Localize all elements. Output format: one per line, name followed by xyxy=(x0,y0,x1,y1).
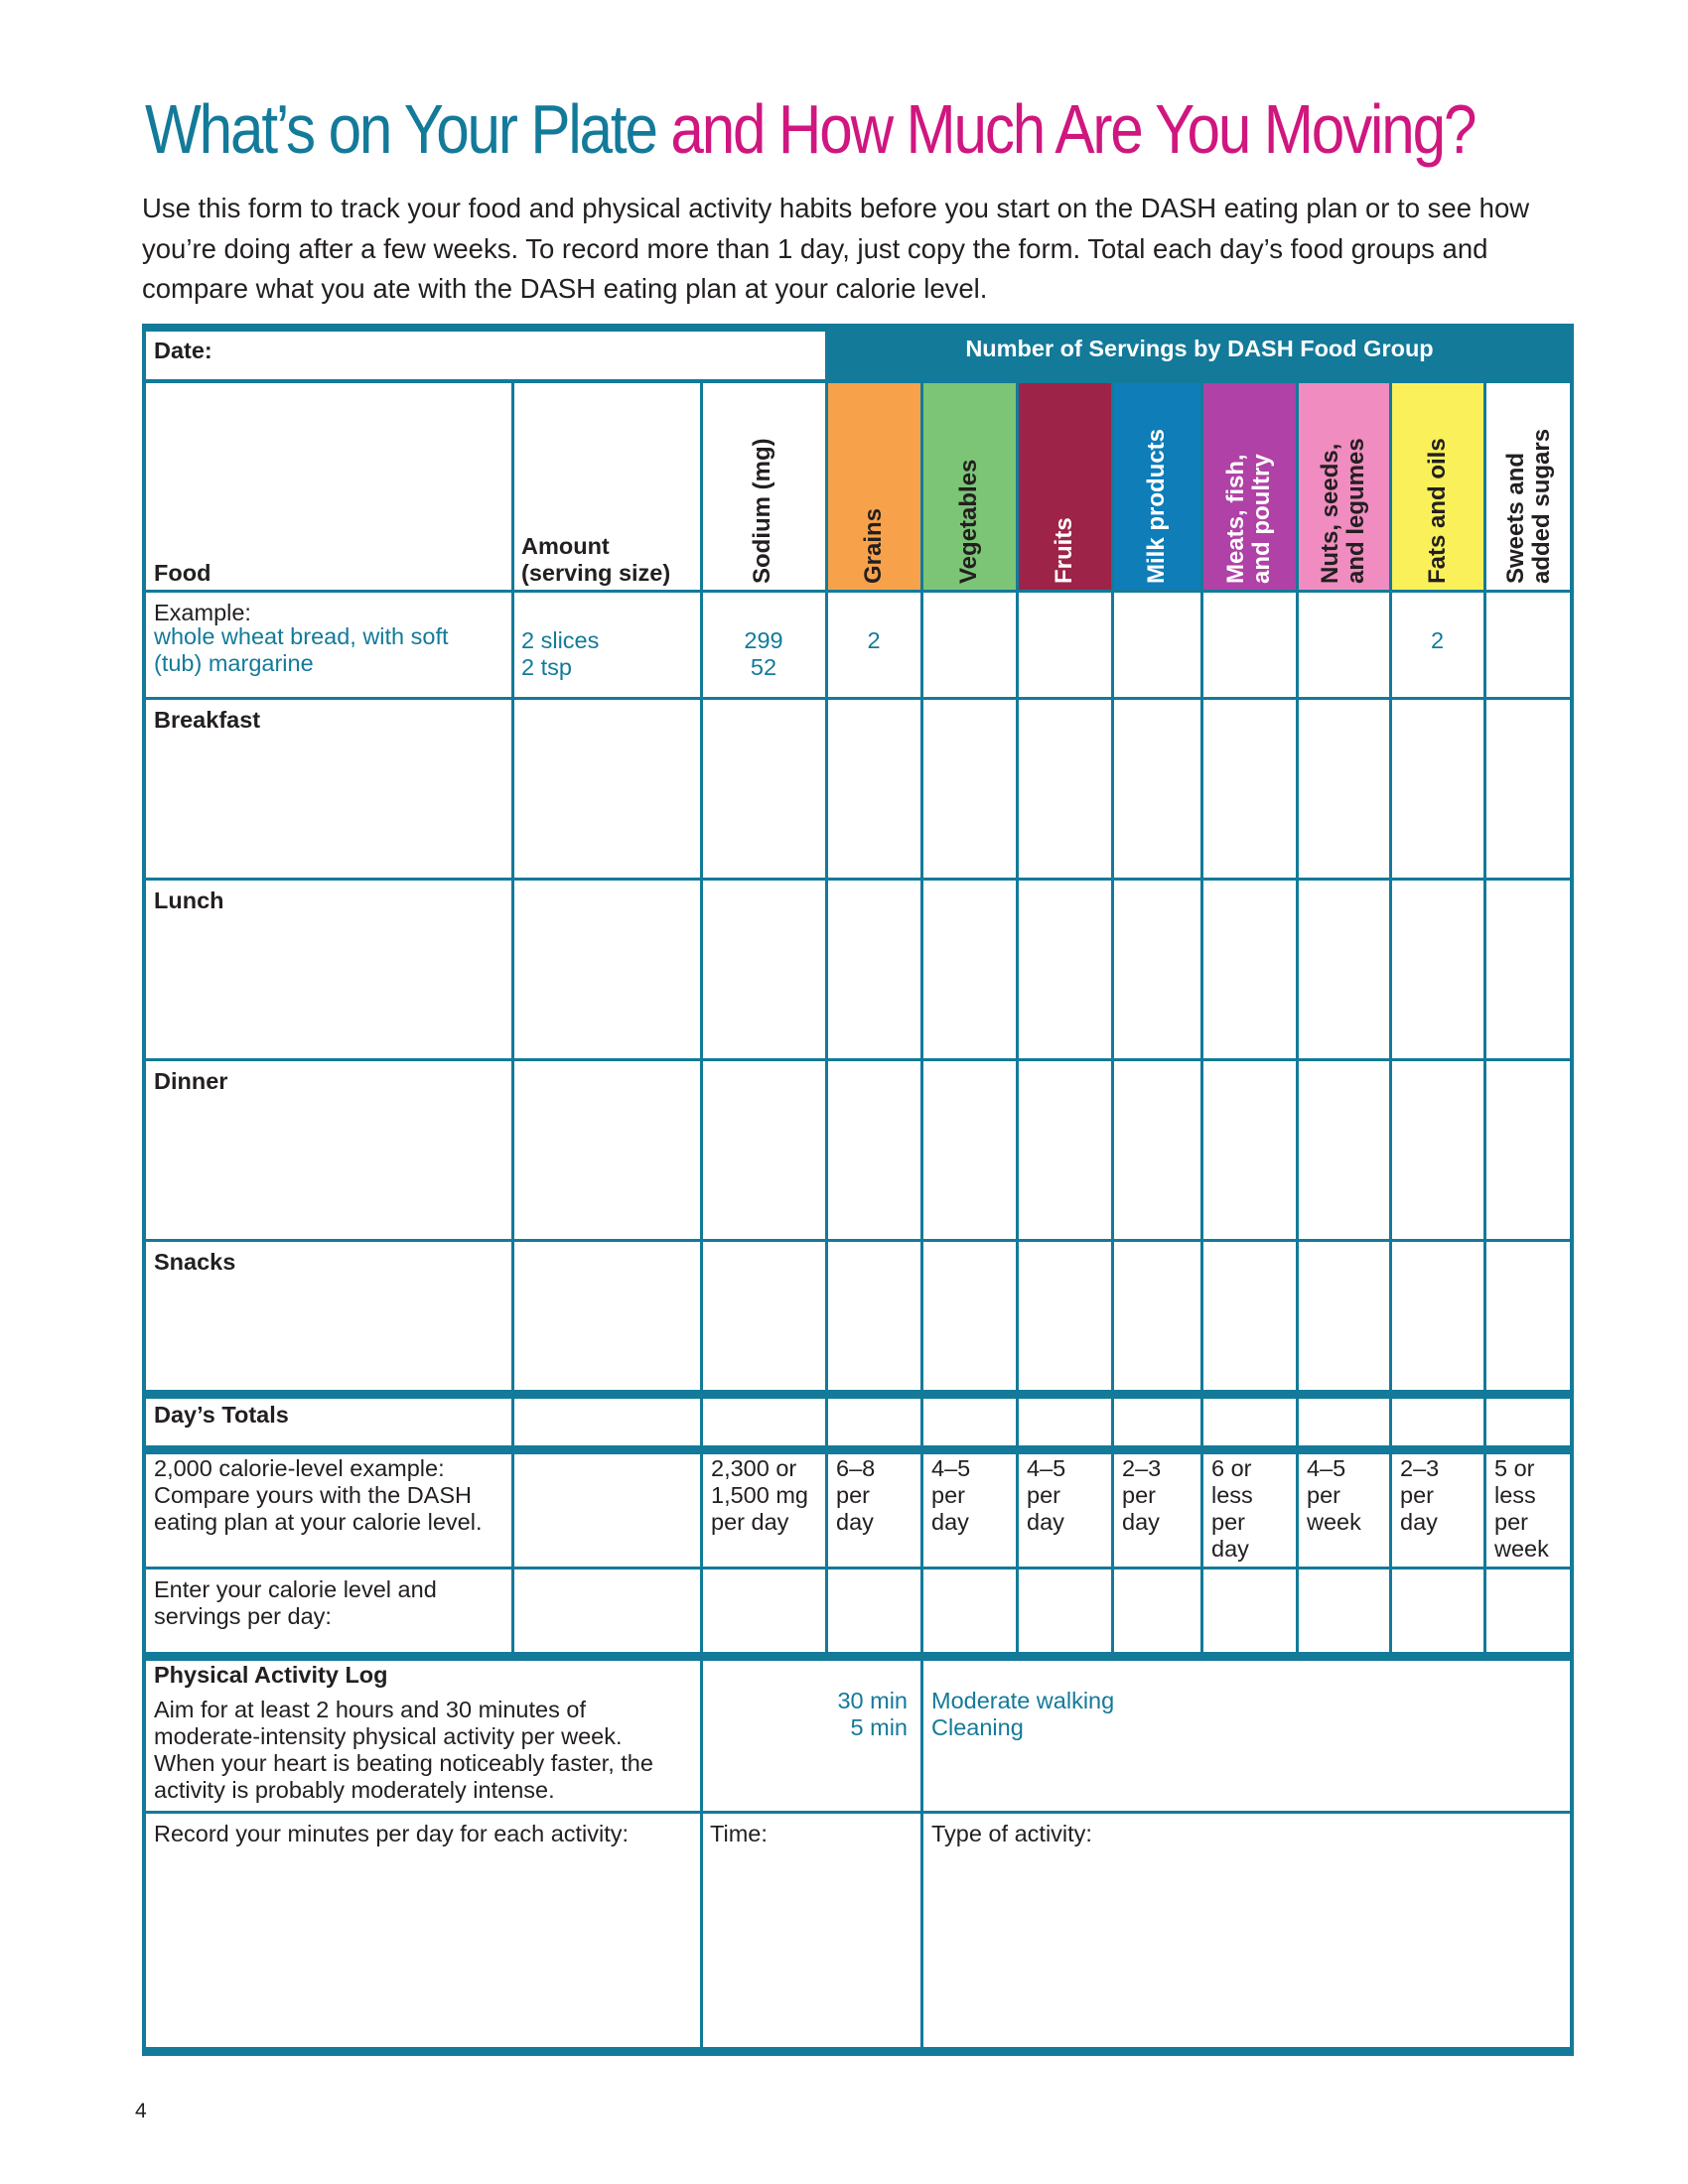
food-group-label-8: Sweets and added sugars xyxy=(1501,428,1555,584)
entry-snacks-col-1[interactable] xyxy=(146,1277,509,1386)
entry-breakfast-col-8[interactable] xyxy=(1204,701,1294,876)
rule-col-10 xyxy=(1483,381,1486,1652)
entry-days-totals-col-7[interactable] xyxy=(1115,1401,1198,1441)
entry-snacks-col-3[interactable] xyxy=(704,1243,823,1386)
food-group-label-2: Vegetables xyxy=(955,459,982,584)
entry-days-totals-col-2[interactable] xyxy=(515,1401,698,1441)
entry-dinner-col-3[interactable] xyxy=(704,1062,823,1237)
example-label: Example: xyxy=(154,600,251,625)
rule-end xyxy=(143,2047,1573,2056)
example-amount: 2 slices 2 tsp xyxy=(521,627,600,680)
entry-lunch-col-6[interactable] xyxy=(1020,882,1109,1056)
rule-snacks xyxy=(143,1390,1573,1399)
entry-lunch-col-5[interactable] xyxy=(924,882,1014,1056)
food-group-label-1: Grains xyxy=(860,507,887,584)
entry-dinner-col-10[interactable] xyxy=(1393,1062,1481,1237)
calorie-example-value-3: 4–5 per day xyxy=(931,1455,971,1535)
group-header-label: Number of Servings by DASH Food Group xyxy=(965,336,1434,361)
food-group-label-5: Meats, fish, and poultry xyxy=(1222,454,1275,584)
rule-date-right xyxy=(825,324,828,381)
entry-lunch-col-1[interactable] xyxy=(146,915,509,1056)
entry-lunch-col-10[interactable] xyxy=(1393,882,1481,1056)
entry-enter-servings-col-2[interactable] xyxy=(515,1570,698,1648)
rule-col-7 xyxy=(1200,381,1203,1652)
intro-paragraph: Use this form to track your food and physical activity habits before you start on the DASH eating plan or to see how you’re doing after a few weeks. To record more than 1 day, just copy the form. Total each day’s food groups and compare what you ate with the DASH eating plan at your calorie level. xyxy=(142,193,1530,304)
entry-snacks-col-5[interactable] xyxy=(924,1243,1014,1386)
rule-days-totals xyxy=(143,1445,1573,1454)
entry-breakfast-col-9[interactable] xyxy=(1300,701,1387,876)
entry-dinner-col-6[interactable] xyxy=(1020,1062,1109,1237)
entry-breakfast-col-1[interactable] xyxy=(146,735,509,876)
entry-snacks-col-11[interactable] xyxy=(1487,1243,1570,1386)
calorie-example-value-7: 4–5 per week xyxy=(1307,1455,1361,1535)
entry-lunch-col-3[interactable] xyxy=(704,882,823,1056)
entry-lunch-col-4[interactable] xyxy=(829,882,918,1056)
entry-breakfast-col-6[interactable] xyxy=(1020,701,1109,876)
col-sodium-label: Sodium (mg) xyxy=(749,438,775,584)
activity-example-type: Moderate walking Cleaning xyxy=(931,1688,1115,1740)
rule-activity-type xyxy=(920,1661,923,2047)
entry-enter-servings-col-6[interactable] xyxy=(1020,1570,1109,1648)
calorie-example-value-1: 2,300 or 1,500 mg per day xyxy=(711,1455,808,1535)
col-amount-label: Amount (serving size) xyxy=(521,533,671,586)
rule-col-2 xyxy=(700,381,703,1652)
rule-header xyxy=(143,379,1573,383)
activity-title: Physical Activity Log xyxy=(154,1662,388,1688)
rule-col-header xyxy=(143,590,1573,593)
food-group-label-7: Fats and oils xyxy=(1423,438,1451,584)
entry-dinner-col-9[interactable] xyxy=(1300,1062,1387,1237)
entry-snacks-col-8[interactable] xyxy=(1204,1243,1294,1386)
entry-breakfast-col-2[interactable] xyxy=(515,701,698,876)
entry-enter-servings-col-9[interactable] xyxy=(1300,1570,1387,1648)
entry-days-totals-col-5[interactable] xyxy=(924,1401,1014,1441)
entry-breakfast-col-11[interactable] xyxy=(1487,701,1570,876)
meal-label-lunch: Lunch xyxy=(154,887,224,913)
entry-breakfast-col-10[interactable] xyxy=(1393,701,1481,876)
activity-example-time: 30 min 5 min xyxy=(837,1688,908,1740)
calorie-example-value-9: 5 or less per week xyxy=(1494,1455,1549,1562)
food-group-label-3: Fruits xyxy=(1051,517,1077,584)
entry-days-totals-col-6[interactable] xyxy=(1020,1401,1109,1441)
meal-label-snacks: Snacks xyxy=(154,1249,236,1275)
example-fats: 2 xyxy=(1430,627,1445,653)
entry-snacks-col-9[interactable] xyxy=(1300,1243,1387,1386)
entry-days-totals-col-8[interactable] xyxy=(1204,1401,1294,1441)
entry-lunch-col-9[interactable] xyxy=(1300,882,1387,1056)
calorie-example-value-8: 2–3 per day xyxy=(1400,1455,1440,1535)
entry-breakfast-col-3[interactable] xyxy=(704,701,823,876)
days-totals-label: Day’s Totals xyxy=(154,1402,289,1428)
enter-calorie-label: Enter your calorie level and servings per day: xyxy=(154,1576,437,1629)
calorie-example-value-2: 6–8 per day xyxy=(836,1455,876,1535)
example-sodium: 299 52 xyxy=(744,627,783,680)
title-part-1: What’s on Your Plate xyxy=(145,90,656,168)
entry-enter-servings-col-8[interactable] xyxy=(1204,1570,1294,1648)
entry-breakfast-col-7[interactable] xyxy=(1115,701,1198,876)
entry-enter-servings-col-3[interactable] xyxy=(704,1570,823,1648)
entry-lunch-col-11[interactable] xyxy=(1487,882,1570,1056)
entry-lunch-col-8[interactable] xyxy=(1204,882,1294,1056)
entry-snacks-col-4[interactable] xyxy=(829,1243,918,1386)
food-group-label-6: Nuts, seeds, and legumes xyxy=(1317,438,1369,584)
entry-lunch-col-2[interactable] xyxy=(515,882,698,1056)
activity-type-entry[interactable] xyxy=(924,1856,1570,2043)
calorie-example-value-6: 6 or less per day xyxy=(1211,1455,1253,1562)
entry-snacks-col-6[interactable] xyxy=(1020,1243,1109,1386)
entry-days-totals-col-4[interactable] xyxy=(829,1401,918,1441)
entry-dinner-col-1[interactable] xyxy=(146,1096,509,1237)
entry-lunch-col-7[interactable] xyxy=(1115,882,1198,1056)
rule-right xyxy=(1570,324,1574,2056)
rule-col-1 xyxy=(511,381,514,1652)
entry-snacks-col-2[interactable] xyxy=(515,1243,698,1386)
example-food: whole wheat bread, with soft (tub) margarine xyxy=(154,623,449,676)
rule-col-5 xyxy=(1016,381,1019,1652)
entry-days-totals-col-10[interactable] xyxy=(1393,1401,1481,1441)
entry-dinner-col-11[interactable] xyxy=(1487,1062,1570,1237)
entry-enter-servings-col-10[interactable] xyxy=(1393,1570,1481,1648)
entry-breakfast-col-4[interactable] xyxy=(829,701,918,876)
entry-breakfast-col-5[interactable] xyxy=(924,701,1014,876)
col-food-label: Food xyxy=(154,560,211,586)
entry-enter-servings-col-5[interactable] xyxy=(924,1570,1014,1648)
entry-enter-servings-col-11[interactable] xyxy=(1487,1570,1570,1648)
entry-dinner-col-7[interactable] xyxy=(1115,1062,1198,1237)
calorie-example-label: 2,000 calorie-level example: Compare yours with the DASH eating plan at your calorie level. xyxy=(154,1455,483,1535)
entry-dinner-col-5[interactable] xyxy=(924,1062,1014,1237)
activity-time-label: Time: xyxy=(710,1821,768,1846)
entry-snacks-col-7[interactable] xyxy=(1115,1243,1198,1386)
activity-text: Aim for at least 2 hours and 30 minutes of moderate-intensity physical activity per week. When your heart is beating noticeably faster, the activity is probably moderately intense. xyxy=(154,1697,653,1803)
page-number: 4 xyxy=(135,2100,147,2122)
meal-label-dinner: Dinner xyxy=(154,1068,228,1094)
entry-enter-servings-col-4[interactable] xyxy=(829,1570,918,1648)
rule-example xyxy=(143,697,1573,700)
rule-activity-mid xyxy=(143,1811,1573,1814)
rule-col-3 xyxy=(825,381,828,1652)
rule-dinner xyxy=(143,1239,1573,1242)
date-label: Date: xyxy=(154,338,212,363)
entry-days-totals-col-3[interactable] xyxy=(704,1401,823,1441)
title-part-2: and How Much Are You Moving? xyxy=(670,90,1476,168)
calorie-example-value-5: 2–3 per day xyxy=(1122,1455,1162,1535)
activity-record-label: Record your minutes per day for each activity: xyxy=(154,1821,630,1846)
date-entry-field[interactable] xyxy=(238,334,814,377)
rule-col-4 xyxy=(920,381,923,1652)
food-group-label-4: Milk products xyxy=(1143,428,1170,584)
entry-dinner-col-8[interactable] xyxy=(1204,1062,1294,1237)
rule-col-9 xyxy=(1389,381,1392,1652)
entry-dinner-col-4[interactable] xyxy=(829,1062,918,1237)
rule-enter xyxy=(143,1652,1573,1661)
rule-calorie-example xyxy=(143,1567,1573,1570)
rule-col-8 xyxy=(1296,381,1299,1652)
rule-lunch xyxy=(143,1058,1573,1061)
entry-days-totals-col-9[interactable] xyxy=(1300,1401,1387,1441)
activity-type-label: Type of activity: xyxy=(931,1821,1092,1846)
meal-label-breakfast: Breakfast xyxy=(154,707,261,733)
entry-snacks-col-10[interactable] xyxy=(1393,1243,1481,1386)
activity-time-entry[interactable] xyxy=(704,1856,918,2043)
entry-enter-servings-col-7[interactable] xyxy=(1115,1570,1198,1648)
calorie-example-value-4: 4–5 per day xyxy=(1027,1455,1066,1535)
rule-col-6 xyxy=(1111,381,1114,1652)
entry-dinner-col-2[interactable] xyxy=(515,1062,698,1237)
rule-breakfast xyxy=(143,878,1573,881)
entry-days-totals-col-11[interactable] xyxy=(1487,1401,1570,1441)
example-grains: 2 xyxy=(867,627,881,653)
